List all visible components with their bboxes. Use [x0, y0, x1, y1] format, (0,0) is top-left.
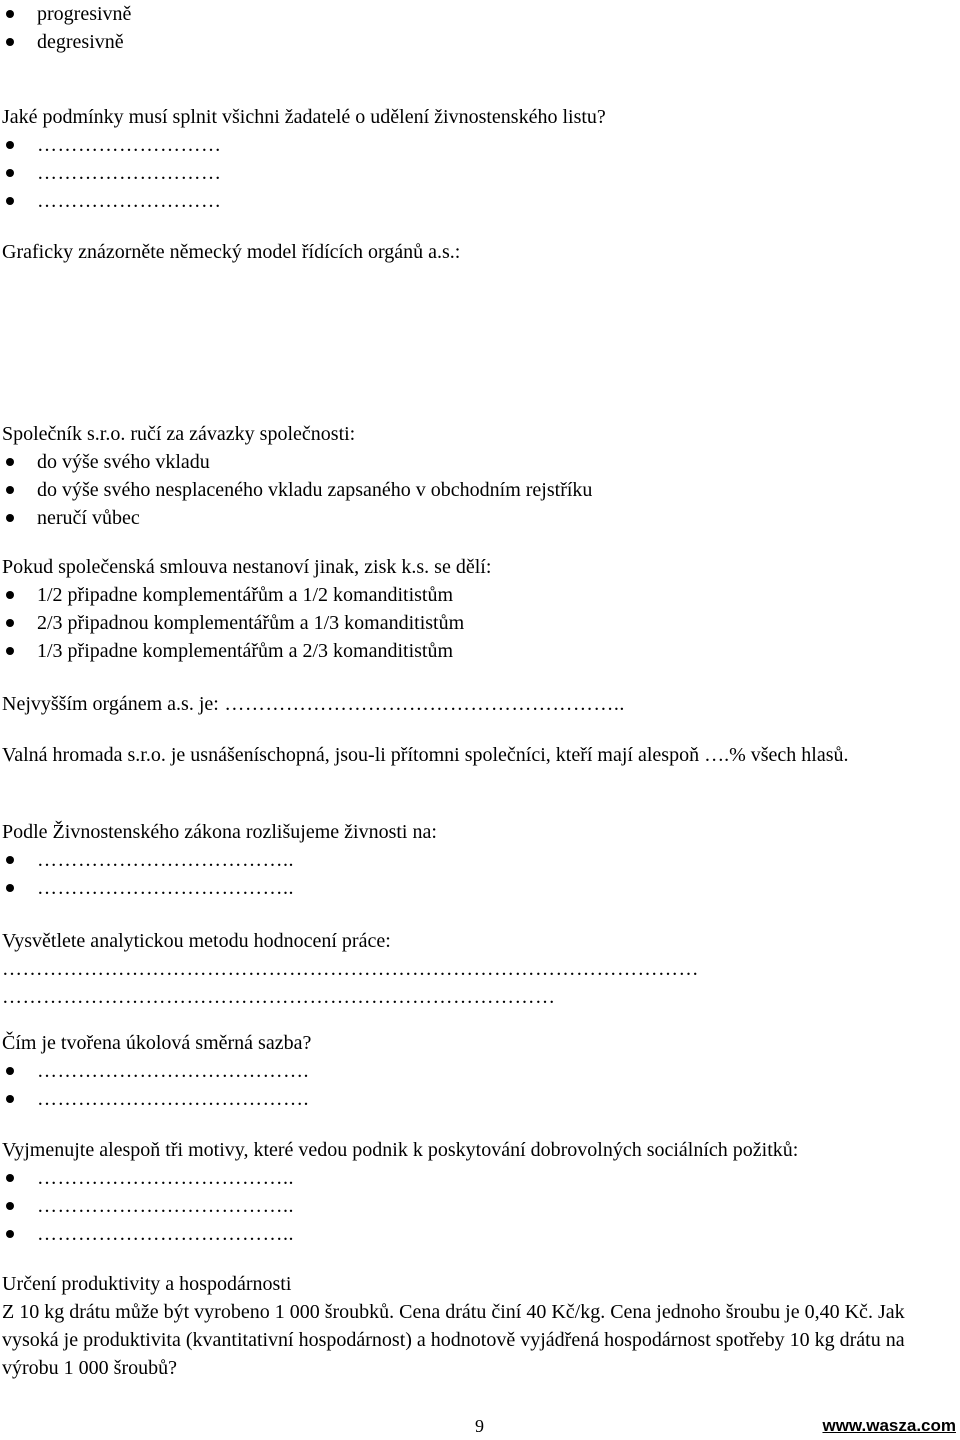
page-number: 9 — [475, 1416, 484, 1436]
footer-link[interactable]: www.wasza.com — [822, 1416, 956, 1435]
question-partner-liability — [2, 420, 950, 532]
question-text: Vyjmenujte alespoň tři motivy, které vedou podnik k poskytování dobrovolných sociálních požitků: — [2, 1139, 799, 1161]
question-text: Vysvětlete analytickou metodu hodnocení práce: — [2, 930, 391, 952]
answer-blank: ……………………………….. — [2, 1164, 950, 1192]
question-text: Valná hromada s.r.o. je usnášeníschopná, jsou-li přítomni společníci, kteří mají alespoň ….% všech hlasů. — [2, 744, 849, 766]
option-item: neručí vůbec — [2, 504, 950, 532]
answer-blank: ……………………………….. — [2, 1192, 950, 1220]
question-text: Jaké podmínky musí splnit všichni žadatelé o udělení živnostenského listu? — [2, 106, 606, 128]
option-item: 1/2 připadne komplementářům a 1/2 komanditistům — [2, 581, 950, 609]
question-productivity — [2, 1270, 950, 1382]
question-text: Pokud společenská smlouva nestanoví jinak, zisk k.s. se dělí: — [2, 556, 492, 578]
question-trade-types — [2, 818, 950, 902]
answer-blank: ……………………………….. — [2, 874, 950, 902]
option-item: 2/3 připadnou komplementářům a 1/3 komanditistům — [2, 609, 950, 637]
answer-blank: …………………………………. — [2, 1057, 950, 1085]
answer-blank: ……………………………….. — [2, 1220, 950, 1248]
question-highest-body — [2, 690, 950, 718]
option-item: 1/3 připadne komplementářům a 2/3 komanditistům — [2, 637, 950, 665]
option-item: do výše svého nesplaceného vkladu zapsaného v obchodním rejstříku — [2, 476, 950, 504]
question-text: Nejvyšším orgánem a.s. je: — [2, 693, 219, 715]
answer-blank: …………………………………. — [2, 1085, 950, 1113]
question-analytic-method — [2, 927, 950, 1011]
question-text: Čím je tvořena úkolová směrná sazba? — [2, 1032, 312, 1054]
answer-blank: ……………………… — [2, 187, 950, 215]
question-text: Společník s.r.o. ručí za závazky společnosti: — [2, 423, 356, 445]
top-list — [2, 0, 950, 56]
question-text: Podle Živnostenského zákona rozlišujeme živnosti na: — [2, 821, 437, 843]
list-item: degresivně — [2, 28, 950, 56]
answer-line: ………………………………………………………………………………………… — [2, 958, 699, 980]
option-item: do výše svého vkladu — [2, 448, 950, 476]
answer-blank: ……………………… — [2, 131, 950, 159]
answer-blank: ……………………… — [2, 159, 950, 187]
question-profit-split — [2, 553, 950, 665]
answer-line: ……………………………………………………………………… — [2, 986, 556, 1008]
answer-blank: ………………………………………………….. — [218, 693, 625, 715]
answer-blank: ……………………………….. — [2, 846, 950, 874]
question-text: Graficky znázorněte německý model řídících orgánů a.s.: — [2, 241, 461, 263]
question-trade-license — [2, 103, 950, 215]
question-piece-rate — [2, 1029, 950, 1113]
question-general-meeting — [2, 741, 950, 769]
question-social-benefits — [2, 1136, 950, 1248]
question-german-model — [2, 238, 950, 266]
section-title: Určení produktivity a hospodárnosti — [2, 1273, 292, 1295]
question-text: Z 10 kg drátu může být vyrobeno 1 000 šroubků. Cena drátu činí 40 Kč/kg. Cena jednoho šroubu je 0,40 Kč. Jak vysoká je produktivita (kvantitativní hospodárnost) a hodnotově vyjádřená hospodárnost spotřeby 10 kg drátu na výrobu 1 000 šroubů? — [2, 1301, 905, 1379]
list-item: progresivně — [2, 0, 950, 28]
